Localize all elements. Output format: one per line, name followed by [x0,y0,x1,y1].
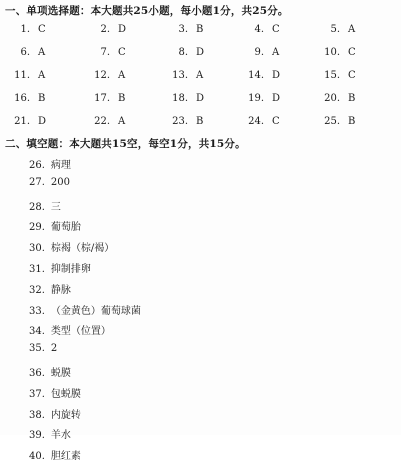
answer-letter: A [38,47,46,58]
question-number: 14. [248,70,264,81]
question-number: 2. [100,24,110,35]
question-number: 20. [324,93,340,104]
question-number: 15. [324,70,340,81]
question-number: 29. [29,222,45,234]
answer-letter: B [348,116,356,127]
answer-letter: A [118,70,126,81]
question-number: 3. [178,24,188,35]
answer-text: 2 [50,343,58,355]
answer-text: 抑制排卵 [50,263,91,275]
question-number: 13. [172,70,188,81]
answer-letter: B [348,93,356,104]
question-number: 1. [20,24,30,35]
mc-answer-cell [168,70,203,81]
mc-answer-cell [244,47,279,58]
question-number: 40. [29,451,45,463]
question-number: 9. [254,47,264,58]
answer-letter: B [38,93,46,104]
answer-letter: A [118,116,126,127]
fill-answer-item [29,322,141,343]
question-number: 38. [29,409,45,421]
fill-in-answer-list [29,156,141,468]
answer-letter: D [272,93,281,104]
answer-text: 胆红素 [50,451,81,463]
question-number: 37. [29,388,45,400]
fill-answer-item [29,385,141,406]
question-number: 33. [29,305,45,317]
question-number: 23. [172,116,188,127]
mc-answer-cell [10,47,45,58]
question-number: 8. [178,47,188,58]
fill-answer-item [29,218,141,239]
mc-answer-cell [90,93,125,104]
question-number: 5. [330,24,340,35]
multiple-choice-answer-grid [0,24,401,139]
answer-letter: C [118,47,126,58]
answer-text: 病理 [50,160,71,171]
mc-answer-cell [244,116,280,127]
mc-answer-cell [320,24,355,35]
mc-answer-cell [244,70,280,81]
question-number: 21. [14,116,30,127]
mc-answer-cell [320,93,355,104]
fill-answer-item [29,406,141,427]
answer-row [0,93,401,116]
mc-answer-cell [90,116,125,127]
question-number: 10. [324,47,340,58]
mc-answer-cell [90,70,125,81]
question-number: 35. [29,343,45,355]
answer-letter: D [196,47,205,58]
fill-answer-item [29,364,141,385]
question-number: 28. [29,201,45,213]
question-number: 39. [29,430,45,442]
answer-letter: A [272,47,280,58]
fill-answer-item [29,260,141,281]
answer-letter: C [272,116,280,127]
question-number: 31. [29,263,45,275]
mc-answer-cell [168,93,204,104]
fill-answer-item [29,302,141,323]
answer-letter: A [38,70,46,81]
question-number: 17. [94,93,110,104]
answer-text: 静脉 [50,284,71,296]
question-number: 18. [172,93,188,104]
section-2-heading: 二、填空题：本大题共15空，每空1分，共15分。 [5,138,246,150]
answer-row [0,47,401,70]
answer-text: （金黄色）葡萄球菌 [50,305,141,317]
mc-answer-cell [90,47,126,58]
question-number: 24. [248,116,264,127]
answer-letter: B [196,116,204,127]
answer-letter: B [118,93,126,104]
answer-text: 葡萄胎 [50,222,81,234]
question-number: 11. [14,70,30,81]
mc-answer-cell [320,70,356,81]
question-number: 16. [14,93,30,104]
answer-text: 三 [50,201,61,213]
fill-answer-item [29,426,141,447]
mc-answer-cell [168,47,204,58]
question-number: 32. [29,284,45,296]
mc-answer-cell [168,116,203,127]
mc-answer-cell [244,93,280,104]
fill-answer-item [29,343,141,364]
question-number: 4. [254,24,264,35]
answer-letter: C [348,70,356,81]
answer-letter: D [118,24,127,35]
answer-letter: D [272,70,281,81]
section-1-heading: 一、单项选择题：本大题共25小题，每小题1分，共25分。 [5,5,289,17]
answer-text: 蜕膜 [50,367,71,379]
fill-answer-item [29,447,141,468]
mc-answer-cell [320,116,355,127]
fill-answer-item [29,156,141,177]
answer-letter: C [38,24,46,35]
question-number: 19. [248,93,264,104]
answer-letter: B [196,24,204,35]
answer-text: 200 [50,176,70,188]
answer-row [0,24,401,47]
answer-text: 包蜕膜 [50,388,81,400]
question-number: 27. [29,176,45,188]
mc-answer-cell [168,24,203,35]
answer-letter: C [348,47,356,58]
mc-answer-cell [320,47,356,58]
answer-letter: A [348,24,356,35]
answer-text: 类型（位置） [50,326,111,338]
mc-answer-cell [10,24,46,35]
mc-answer-cell [244,24,280,35]
fill-answer-item [29,239,141,260]
fill-answer-item [29,198,141,219]
answer-letter: A [196,70,204,81]
mc-answer-cell [90,24,126,35]
answer-text: 羊水 [50,430,71,442]
answer-text: 内旋转 [50,409,81,421]
mc-answer-cell [10,70,45,81]
answer-letter: C [272,24,280,35]
question-number: 34. [29,326,45,338]
question-number: 12. [94,70,110,81]
question-number: 26. [29,160,45,171]
mc-answer-cell [10,93,45,104]
answer-letter: D [38,116,47,127]
question-number: 22. [94,116,110,127]
answer-text: 棕褐（棕/褐） [50,243,115,255]
question-number: 6. [20,47,30,58]
question-number: 25. [324,116,340,127]
question-number: 36. [29,367,45,379]
fill-answer-item [29,177,141,198]
answer-row [0,70,401,93]
answer-letter: D [196,93,205,104]
question-number: 7. [100,47,110,58]
question-number: 30. [29,243,45,255]
mc-answer-cell [10,116,46,127]
fill-answer-item [29,281,141,302]
